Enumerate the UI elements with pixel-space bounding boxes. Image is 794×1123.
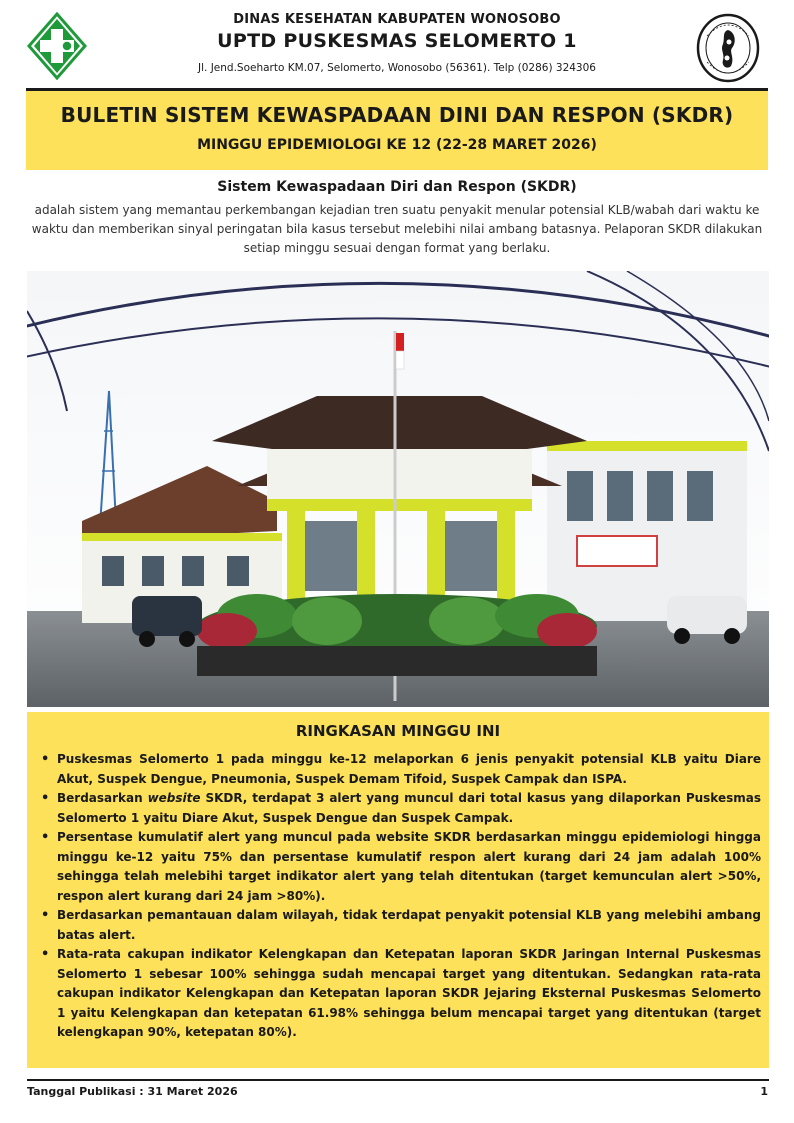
summary-title: RINGKASAN MINGGU INI: [295, 722, 501, 740]
footer-divider: [27, 1079, 769, 1081]
summary-list: [37, 750, 761, 1043]
list-item-rest: SKDR, terdapat 3 alert yang muncul dari total kasus yang dilaporkan Puskesmas Selomerto 1 yaitu Diare Akut, Suspek Dengue dan Suspek Campak.: [57, 791, 761, 825]
page-number: 1: [760, 1085, 768, 1098]
list-item-emphasis: website: [147, 791, 201, 805]
publication-date: Tanggal Publikasi : 31 Maret 2026: [27, 1085, 238, 1098]
bulletin-subtitle: MINGGU EPIDEMIOLOGI KE 12 (22-28 MARET 2026): [197, 137, 597, 153]
intro-body: adalah sistem yang memantau perkembangan kejadian tren suatu penyakit menular potensial KLB/wabah dari waktu ke waktu dan memberikan sinyal peringatan bila kasus tersebut melebihi nilai ambang batasnya. Pelaporan SKDR dilakukan setiap minggu sesuai dengan format yang berlaku.: [31, 203, 763, 255]
weekly-summary: [27, 712, 769, 1068]
building-photo: [27, 271, 769, 707]
list-item: [37, 789, 761, 828]
surveilans-seal-icon: [695, 12, 761, 84]
list-item: • Berdasarkan pemantauan dalam wilayah, tidak terdapat penyakit potensial KLB yang melebihi ambang batas alert.: [37, 906, 761, 945]
list-item: • Rata-rata cakupan indikator Kelengkapan dan Ketepatan laporan SKDR Jaringan Internal Puskesmas Selomerto 1 sebesar 100% sehingga sudah mencapai target yang ditentukan. Sedangkan rata-rata cakupan indikator Kelengkapan dan Ketepatan laporan SKDR Jejaring Eksternal Puskesmas Selomerto 1 yaitu Kelengkapan dan ketepatan 61.98% sehingga belum mencapai target yang ditentukan (target kelengkapan 90%, ketepatan 80%).: [37, 945, 761, 1043]
list-item-lead: Berdasarkan: [57, 791, 143, 805]
agency-name: DINAS KESEHATAN KABUPATEN WONOSOBO: [233, 12, 561, 27]
puskesmas-name: UPTD PUSKESMAS SELOMERTO 1: [217, 30, 577, 52]
puskesmas-logo-icon: [27, 12, 87, 80]
list-item: • Persentase kumulatif alert yang muncul pada website SKDR berdasarkan minggu epidemiologi hingga minggu ke-12 yaitu 75% dan persentase kumulatif respon alert kurang dari 24 jam adalah 100% sehingga telah melebihi target indikator alert yang telah ditentukan (target kemunculan alert >50%, respon alert kurang dari 24 jam >80%).: [37, 828, 761, 906]
bulletin-banner: [26, 88, 768, 170]
address: Jl. Jend.Soeharto KM.07, Selomerto, Wonosobo (56361). Telp (0286) 324306: [198, 62, 596, 74]
intro-title: Sistem Kewaspadaan Diri dan Respon (SKDR): [217, 179, 577, 195]
bulletin-title: BULETIN SISTEM KEWASPADAAN DINI DAN RESPON (SKDR): [60, 103, 734, 127]
list-item: • Puskesmas Selomerto 1 pada minggu ke-12 melaporkan 6 jenis penyakit potensial KLB yaitu Diare Akut, Suspek Dengue, Pneumonia, Suspek Demam Tifoid, Suspek Campak dan ISPA.: [37, 750, 761, 789]
letterhead: [0, 0, 794, 88]
